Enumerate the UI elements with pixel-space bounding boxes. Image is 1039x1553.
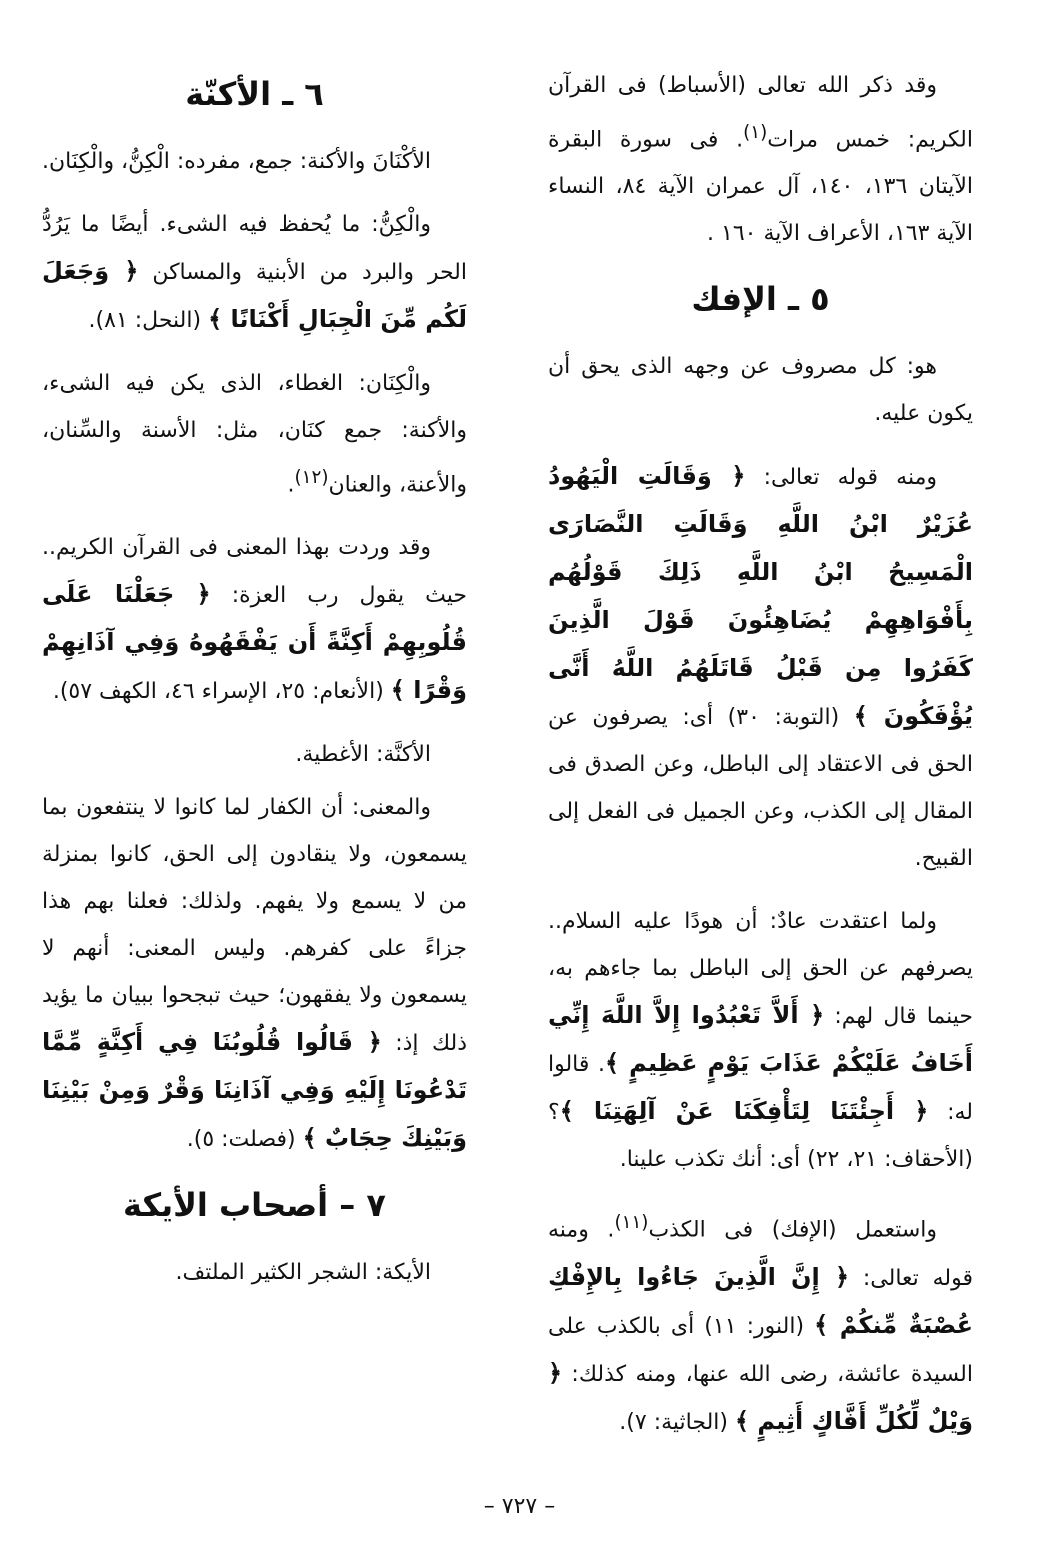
page-number: – ٧٢٧ –	[483, 1494, 556, 1519]
paragraph-kinan	[42, 360, 467, 508]
paragraph-tawba	[548, 453, 973, 882]
quran-verse: ﴿ أَجِئْتَنَا لِتَأْفِكَنَا عَنْ آلِهَتِنَا ﴾	[559, 1097, 929, 1126]
text-span: ومنه قوله تعالى:	[745, 465, 938, 491]
text-span: والْكِنُّ: ما يُحفظ فيه الشىء. أيضًا ما يَرُدُّ الحر والبرد من الأبنية والمساكن	[42, 212, 467, 285]
text-span: وقد وردت بهذا المعنى فى القرآن الكريم.. حيث يقول رب العزة:	[42, 535, 467, 609]
section-heading-ayka: ٧ – أصحاب الأيكة	[123, 1186, 386, 1225]
text-span: والمعنى: أن الكفار لما كانوا لا ينتفعون بما يسمعون، ولا ينقادون إلى الحق، كانوا بمنزلة من لا يسمع ولا يفهم. ولذلك: فعلنا بهم هذا جزاءً على كفرهم. وليس المعنى: أنهم لا يسمعون ولا يفقهون؛ حيث تبجحوا ببيان ما يؤيد ذلك إذ:	[42, 795, 467, 1057]
text-span: ؟ (الأحقاف: ٢١، ٢٢) أى: أنك تكذب علينا.	[548, 1100, 973, 1173]
paragraph-ad	[548, 898, 973, 1183]
right-column	[548, 62, 973, 1463]
paragraph-mana	[42, 784, 467, 1163]
quran-verse: ﴿ أَلاَّ تَعْبُدُوا إِلاَّ اللَّهَ إِنِّي أَخَافُ عَلَيْكُمْ عَذَابَ يَوْمٍ عَظِيمٍ ﴾	[548, 1001, 973, 1078]
paragraph-warad	[42, 524, 467, 715]
text-span: .	[287, 472, 295, 498]
paragraph-nur	[548, 1199, 973, 1445]
quran-verse: ﴿ وَجَعَلَ لَكُم مِّنَ الْجِبَالِ أَكْنَانًا ﴾	[42, 257, 467, 333]
text-span: (النور: ١١) أى بالكذب على السيدة عائشة، رضى الله عنها، ومنه كذلك:	[548, 1313, 973, 1387]
footnote-ref: (١١)	[614, 1212, 649, 1234]
quran-verse: ﴿ وَقَالَتِ الْيَهُودُ عُزَيْرٌ ابْنُ اللَّهِ وَقَالَتِ النَّصَارَى الْمَسِيحُ ابْنُ اللَّهِ ذَلِكَ قَوْلُهُم بِأَفْوَاهِهِمْ يُضَاهِئُونَ قَوْلَ الَّذِينَ كَفَرُوا مِن قَبْلُ قَاتَلَهُمُ اللَّهُ أَنَّى يُؤْفَكُونَ ﴾	[548, 462, 974, 731]
text-span: . فى سورة البقرة الآيتان ١٣٦، ١٤٠، آل عمران الآية ٨٤، النساء الآية ١٦٣، الأعراف الآية ١٦٠ .	[548, 127, 973, 247]
left-column	[42, 62, 467, 1463]
section-heading-akinna: ٦ ـ الأكنّة	[185, 75, 324, 113]
footnote-ref: (١٢)	[294, 467, 329, 488]
text-span: ولما اعتقدت عادٌ: أن هودًا عليه السلام.. يصرفهم عن الحق إلى الباطل بما جاءهم به، حينما قال لهم:	[548, 909, 973, 1030]
paragraph-asbat	[548, 62, 973, 257]
quran-verse: ﴿ قَالُوا قُلُوبُنَا فِي أَكِنَّةٍ مِّمَّا تَدْعُونَا إِلَيْهِ وَفِي آذَانِنَا وَقْرٌ وَمِنْ بَيْنِنَا وَبَيْنِكَ حِجَابٌ ﴾	[42, 1028, 467, 1153]
section-heading-ifk: ٥ ـ الإفك	[691, 280, 830, 319]
paragraph-ifk-definition: هو: كل مصروف عن وجهه الذى يحق أن يكون عليه.	[548, 354, 973, 427]
footnote-ref: (١)	[743, 122, 768, 143]
paragraph-akinna-definition: الأكْنَانَ والأكنة: جمع، مفرده: الْكِنُّ، والْكِنَان.	[41, 149, 431, 174]
paragraph-kinn	[42, 201, 467, 344]
paragraph-aghtiya: الأكنَّة: الأغطية.	[295, 742, 431, 768]
text-span: (النحل: ٨١).	[88, 308, 209, 333]
text-span: (فصلت: ٥).	[186, 1127, 303, 1153]
text-span: والْكِنَان: الغطاء، الذى يكن فيه الشىء، والأكنة: جمع كنَان، مثل: الأسنة والسِّنان، والأعنة، والعنان	[42, 371, 467, 498]
quran-verse: ﴿ جَعَلْنَا عَلَى قُلُوبِهِمْ أَكِنَّةً أَن يَفْقَهُوهُ وَفِي آذَانِهِمْ وَقْرًا ﴾	[42, 580, 467, 705]
text-span: . قالوا له:	[548, 1052, 973, 1126]
text-span: . ومنه قوله تعالى:	[548, 1217, 973, 1291]
paragraph-ayka-definition: الأيكة: الشجر الكثير الملتف.	[175, 1260, 431, 1286]
text-span: واستعمل (الإفك) فى الكذب	[648, 1217, 937, 1243]
text-span: (الأنعام: ٢٥، الإسراء ٤٦، الكهف ٥٧).	[52, 679, 391, 705]
text-span: (الجاثية: ٧).	[619, 1409, 735, 1435]
text-span: وقد ذكر الله تعالى (الأسباط) فى القرآن الكريم: خمس مرات	[548, 73, 973, 153]
quran-verse: ﴿ وَيْلٌ لِّكُلِّ أَفَّاكٍ أَثِيمٍ ﴾	[548, 1358, 973, 1435]
text-span: (التوبة: ٣٠) أى: يصرفون عن الحق فى الاعتقاد إلى الباطل، وعن الصدق فى المقال إلى الكذب، وعن الجميل فى الفعل إلى القبيح.	[548, 705, 973, 872]
quran-verse: ﴿ إِنَّ الَّذِينَ جَاءُوا بِالإِفْكِ عُصْبَةٌ مِّنكُمْ ﴾	[548, 1262, 973, 1339]
